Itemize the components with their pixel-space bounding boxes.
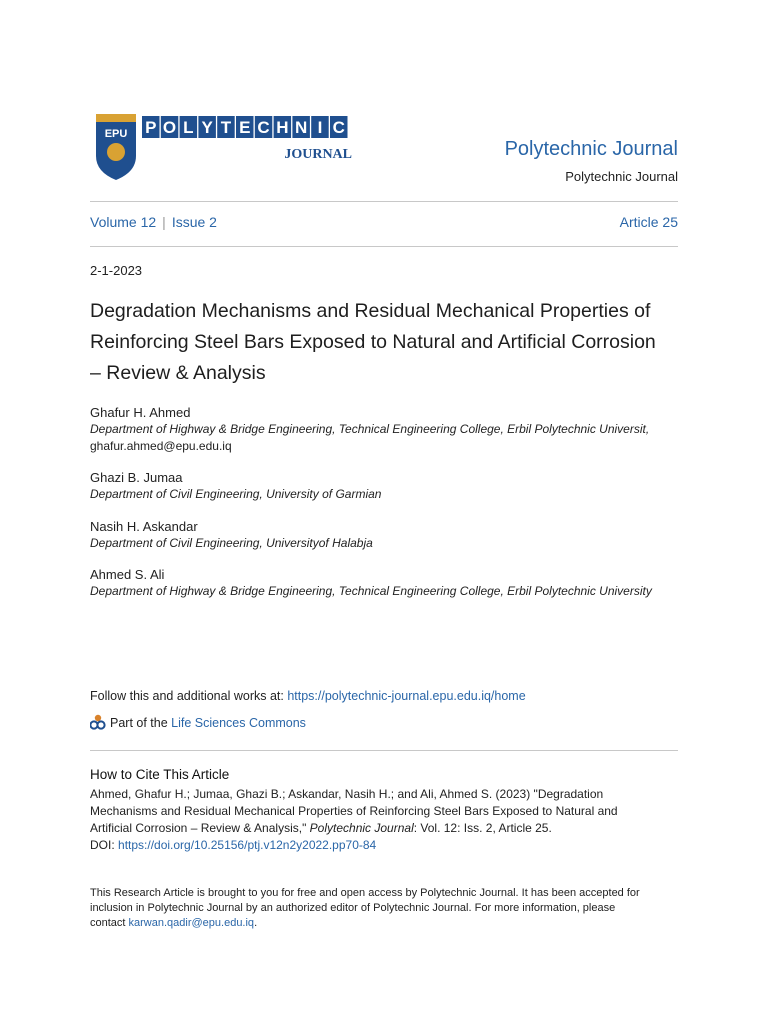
publication-date: 2-1-2023 (90, 263, 143, 278)
notice-line-1: This Research Article is brought to you for free and open access by Polytechnic Journal. It has been accepted for (90, 887, 640, 899)
follow-label: Follow this and additional works at: (90, 689, 288, 703)
notice-period: . (254, 917, 258, 929)
citation-journal: Polytechnic Journal (309, 821, 414, 835)
title-line-3: – Review & Analysis (90, 362, 266, 384)
citation-line-2: Mechanisms and Residual Mechanical Properties of Reinforcing Steel Bars Exposed to Natural and (90, 804, 618, 818)
author-affiliation: Department of Highway & Bridge Engineering, Technical Engineering College, Erbil Polytechnic University (90, 584, 652, 598)
follow-line (90, 689, 526, 703)
logo-letter: I (317, 118, 323, 137)
author-affiliation: Department of Highway & Bridge Engineering, Technical Engineering College, Erbil Polytechnic Universit, (90, 422, 650, 436)
issue-divider (90, 246, 678, 247)
logo-letter: E (239, 118, 251, 137)
logo-letter: T (220, 118, 232, 137)
journal-header (505, 138, 678, 184)
cite-divider (90, 750, 678, 751)
journal-subtitle: Polytechnic Journal (565, 169, 678, 184)
notice-line-2: inclusion in Polytechnic Journal by an authorized editor of Polytechnic Journal. For more information, please (90, 902, 616, 914)
citation-line-3a: Artificial Corrosion – Review & Analysis," (90, 821, 310, 835)
article-link[interactable]: Article 25 (619, 214, 678, 230)
journal-logo (94, 112, 356, 182)
logo-letter: H (276, 118, 289, 137)
issue-link[interactable]: Issue 2 (171, 214, 217, 230)
svg-text:EPU: EPU (104, 128, 128, 140)
logo-letter: Y (201, 118, 213, 137)
logo-letter: L (183, 118, 194, 137)
part-of-line (90, 714, 306, 732)
logo-letter: P (145, 118, 157, 137)
article-title (90, 296, 690, 389)
logo-letter: O (162, 118, 177, 137)
author-block (90, 518, 690, 552)
author-block (90, 469, 690, 503)
repository-link[interactable]: https://polytechnic-journal.epu.edu.iq/home (287, 689, 526, 703)
author-email: ghafur.ahmed@epu.edu.iq (90, 439, 232, 453)
volume-link[interactable]: Volume 12 (90, 214, 157, 230)
contact-email-link[interactable]: karwan.qadir@epu.edu.iq (128, 917, 255, 929)
part-of-label: Part of the (110, 716, 172, 730)
svg-text:JOURNAL: JOURNAL (284, 147, 352, 162)
author-block (90, 404, 690, 455)
author-name: Ghazi B. Jumaa (90, 470, 183, 485)
doi-label: DOI: (90, 838, 119, 852)
doi-link[interactable]: https://doi.org/10.25156/ptj.v12n2y2022.pp70-84 (118, 838, 377, 852)
citation-line-1: Ahmed, Ghafur H.; Jumaa, Ghazi B.; Askandar, Nasih H.; and Ali, Ahmed S. (2023) "Degradation (90, 787, 604, 801)
title-line-1: Degradation Mechanisms and Residual Mechanical Properties of (90, 300, 651, 322)
author-affiliation: Department of Civil Engineering, University of Garmian (90, 487, 382, 501)
author-affiliation: Department of Civil Engineering, Universityof Halabja (90, 536, 373, 550)
logo-letter: C (257, 118, 270, 137)
notice-contact-label: contact (90, 917, 129, 929)
life-sciences-commons-link[interactable]: Life Sciences Commons (171, 716, 306, 730)
citation-text (90, 786, 680, 854)
logo-letter: N (295, 118, 308, 137)
author-block (90, 566, 690, 600)
author-name: Nasih H. Askandar (90, 519, 198, 534)
commons-network-icon (90, 714, 106, 732)
logo-letter: C (332, 118, 345, 137)
author-name: Ahmed S. Ali (90, 567, 165, 582)
citation-line-3b: : Vol. 12: Iss. 2, Article 25. (413, 821, 552, 835)
author-name: Ghafur H. Ahmed (90, 405, 191, 420)
issue-separator: | (162, 214, 166, 230)
issue-row (90, 214, 678, 230)
cite-heading: How to Cite This Article (90, 767, 230, 782)
polytechnic-logo-icon (94, 112, 356, 182)
title-line-2: Reinforcing Steel Bars Exposed to Natural and Artificial Corrosion (90, 331, 656, 353)
journal-title-link[interactable]: Polytechnic Journal (504, 138, 678, 160)
access-notice (90, 886, 680, 931)
header-divider (90, 201, 678, 202)
